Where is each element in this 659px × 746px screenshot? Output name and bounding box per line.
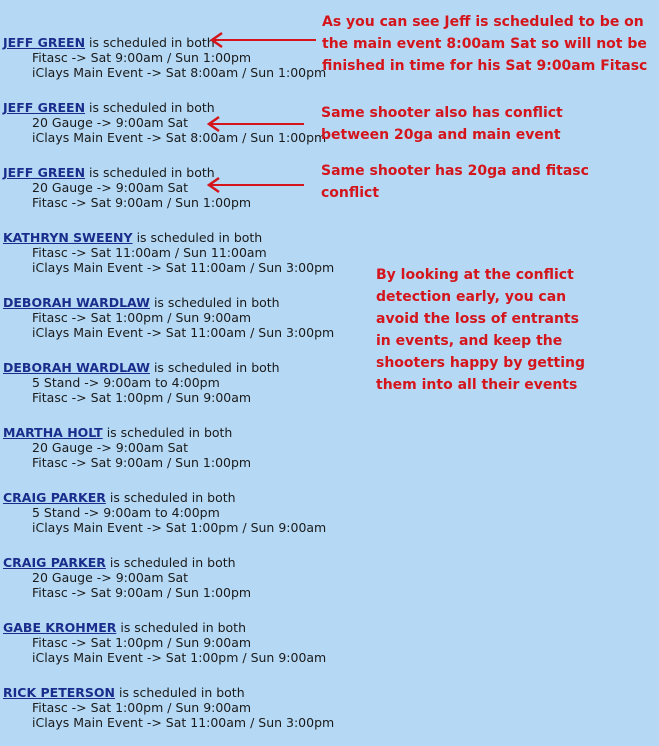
annotation-note: As you can see Jeff is scheduled to be on the main event 8:00am Sat so will not be finished in time for his Sat 9:00am Fitasc [322,14,648,74]
scheduled-in-both-text: is scheduled in both [89,35,215,50]
conflict-entry [3,490,326,535]
event-detail: 20 Gauge -> 9:00am Sat [32,180,189,195]
event-detail: Fitasc -> Sat 9:00am / Sun 1:00pm [32,195,252,210]
event-detail: Fitasc -> Sat 11:00am / Sun 11:00am [32,245,267,260]
event-detail: Fitasc -> Sat 1:00pm / Sun 9:00am [32,390,252,405]
scheduled-in-both-text: is scheduled in both [109,490,236,505]
annotation-note: Same shooter has 20ga and fitasc conflict [321,163,589,201]
event-detail: iClays Main Event -> Sat 1:00pm / Sun 9:00am [32,520,327,535]
conflict-entry [3,555,251,600]
shooter-name-link[interactable]: JEFF GREEN [3,100,86,115]
left-arrow-icon [203,177,306,193]
event-detail: iClays Main Event -> Sat 11:00am / Sun 3:00pm [32,325,335,340]
event-detail: Fitasc -> Sat 1:00pm / Sun 9:00am [32,700,252,715]
scheduled-in-both-text: is scheduled in both [89,165,215,180]
event-detail: 20 Gauge -> 9:00am Sat [32,115,189,130]
scheduled-in-both-text: is scheduled in both [153,295,280,310]
event-detail: iClays Main Event -> Sat 11:00am / Sun 3:00pm [32,715,335,730]
scheduled-in-both-text: is scheduled in both [106,425,233,440]
event-detail: 5 Stand -> 9:00am to 4:00pm [32,375,220,390]
event-detail: Fitasc -> Sat 9:00am / Sun 1:00pm [32,455,252,470]
conflict-entry [3,295,334,340]
conflict-entry [3,620,326,665]
event-detail: 20 Gauge -> 9:00am Sat [32,440,189,455]
left-arrow-icon [203,116,306,132]
event-detail: iClays Main Event -> Sat 1:00pm / Sun 9:00am [32,650,327,665]
event-detail: Fitasc -> Sat 1:00pm / Sun 9:00am [32,635,252,650]
annotation-note: Same shooter also has conflict between 20ga and main event [321,105,563,143]
shooter-name-link[interactable]: JEFF GREEN [3,165,86,180]
shooter-name-link[interactable]: JEFF GREEN [3,35,86,50]
scheduled-in-both-text: is scheduled in both [89,100,215,115]
event-detail: iClays Main Event -> Sat 8:00am / Sun 1:00pm [32,65,327,80]
scheduled-in-both-text: is scheduled in both [120,620,247,635]
shooter-name-link[interactable]: CRAIG PARKER [3,555,106,570]
shooter-name-link[interactable]: GABE KROHMER [3,620,117,635]
event-detail: Fitasc -> Sat 1:00pm / Sun 9:00am [32,310,252,325]
conflict-entry [3,230,334,275]
conflict-entry [3,685,334,730]
conflict-entry [3,360,280,405]
scheduled-in-both-text: is scheduled in both [109,555,236,570]
event-detail: 5 Stand -> 9:00am to 4:00pm [32,505,220,520]
annotation-note: By looking at the conflict detection early, you can avoid the loss of entrants in events, and keep the shooters happy by getting them into all their events [376,267,586,393]
event-detail: iClays Main Event -> Sat 8:00am / Sun 1:00pm [32,130,327,145]
shooter-name-link[interactable]: DEBORAH WARDLAW [3,360,150,375]
scheduled-in-both-text: is scheduled in both [118,685,245,700]
shooter-name-link[interactable]: MARTHA HOLT [3,425,103,440]
scheduled-in-both-text: is scheduled in both [136,230,263,245]
conflict-entry [3,425,251,470]
event-detail: iClays Main Event -> Sat 11:00am / Sun 3:00pm [32,260,335,275]
left-arrow-icon [206,32,318,48]
shooter-name-link[interactable]: CRAIG PARKER [3,490,106,505]
event-detail: Fitasc -> Sat 9:00am / Sun 1:00pm [32,50,252,65]
event-detail: Fitasc -> Sat 9:00am / Sun 1:00pm [32,585,252,600]
event-detail: 20 Gauge -> 9:00am Sat [32,570,189,585]
scheduled-in-both-text: is scheduled in both [153,360,280,375]
shooter-name-link[interactable]: DEBORAH WARDLAW [3,295,150,310]
shooter-name-link[interactable]: KATHRYN SWEENY [3,230,133,245]
shooter-name-link[interactable]: RICK PETERSON [3,685,115,700]
